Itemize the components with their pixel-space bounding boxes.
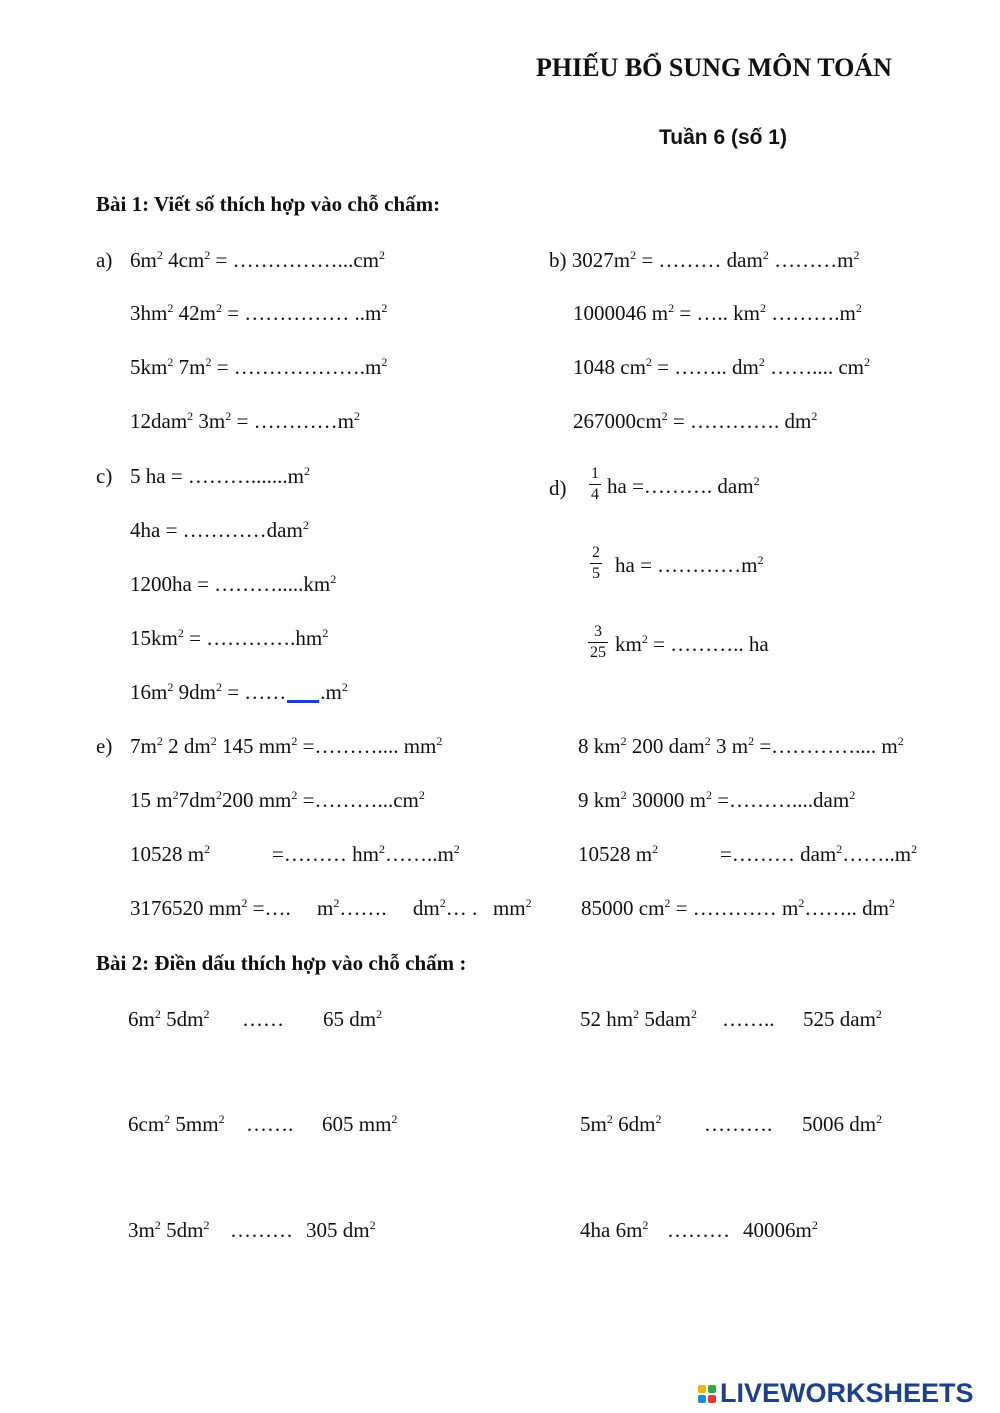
compare-row-4-left: $5m^2$ $6dm^2$	[580, 1112, 662, 1136]
compare-row-6-left: 4ha $6m^2$	[580, 1218, 649, 1242]
part-b-line-3: 1048 $cm^2$ = …….. $dm^2$ …….... $cm^2$	[573, 355, 870, 379]
worksheet-title: PHIẾU BỔ SUNG MÔN TOÁN	[536, 53, 892, 82]
compare-row-1-left: $6m^2$ $5dm^2$	[128, 1007, 210, 1031]
part-e-right-3a: 10528 $m^2$	[578, 842, 659, 866]
part-d-line-3: $km^2$ = ……….. ha	[615, 632, 769, 656]
part-a-line-4: 12dam$^2$ $3m^2$ = $\dots\dots\dots\dots m^2$	[130, 409, 360, 433]
exercise-1-heading: Bài 1: Viết số thích hợp vào chỗ chấm:	[96, 192, 441, 216]
part-c-label: c)	[96, 464, 113, 488]
compare-row-1-blank: ……	[242, 1007, 284, 1031]
part-e-right-2: 9 $km^2$ 30000 $m^2$ =………....dam$^2$	[578, 788, 856, 812]
compare-row-3-left: $6cm^2$ $5mm^2$	[128, 1112, 225, 1136]
compare-row-5-right: 305 $dm^2$	[306, 1218, 376, 1242]
part-e-left-1: $7m^2$ 2 $dm^2$ 145 $mm^2$ =……….... $mm^2$	[130, 734, 443, 758]
liveworksheets-logo	[698, 1378, 974, 1409]
compare-row-5-left: $3m^2$ $5dm^2$	[128, 1218, 210, 1242]
compare-row-2-left: 52 $hm^2$ 5dam$^2$	[580, 1007, 697, 1031]
part-d-line-2: ha = $\dots\dots\dots\dots m^2$	[615, 553, 764, 577]
part-c-line-5: $16m^2$ $9dm^2$ = …… $.m^2$	[130, 680, 348, 704]
compare-row-3-blank: …….	[246, 1112, 294, 1136]
part-e-left-3a: 10528 $m^2$	[130, 842, 211, 866]
compare-row-2-blank: ……..	[722, 1007, 775, 1031]
compare-row-6-right: $40006m^2$	[743, 1218, 818, 1242]
part-c-line-2: 4ha = …………dam$^2$	[130, 518, 309, 542]
part-a-line-2: $3hm^2$ $42m^2$ = …………… $..m^2$	[130, 301, 388, 325]
compare-row-4-blank: ……….	[704, 1112, 773, 1136]
part-b-line-4: $267000cm^2$ = …………. $dm^2$	[573, 409, 818, 433]
exercise-2-heading: Bài 2: Điền dấu thích hợp vào chỗ chấm :	[96, 951, 467, 975]
part-e-right-1: 8 $km^2$ 200 dam$^2$ 3 $m^2$ =………….... $m^2$	[578, 734, 904, 758]
part-c-line-3: $1200ha = \dots\dots\dots.....km^2$	[130, 572, 337, 596]
compare-row-2-right: 525 dam$^2$	[803, 1007, 882, 1031]
part-c-line-4: $15km^2$ = $\dots\dots\dots\dots.hm^2$	[130, 626, 329, 650]
fraction-three-25ths: 3 25	[590, 623, 606, 661]
part-e-right-4: 85000 $cm^2$ = ………… $m^2\dots\dots$.. $dm^2$	[581, 896, 895, 920]
part-e-left-3b: =……… $hm^2\dots\dots..m^2$	[272, 842, 460, 866]
part-c-line-1: 5 ha = $\dots\dots\dots.......m^2$	[130, 464, 310, 488]
liveworksheets-brand: LIVEWORKSHEETS	[720, 1378, 974, 1408]
part-e-label: e)	[96, 734, 113, 758]
worksheet-subtitle: Tuần 6 (số 1)	[659, 126, 787, 149]
part-b-line-2: 1000046 $m^2$ = ….. $km^2$ $\dots\dots\dots.m^2$	[573, 301, 862, 325]
part-b-line-1: b) $3027m^2$ = ……… dam$^2$ $\dots\dots\dots m^2$	[549, 248, 860, 272]
compare-row-5-blank: ………	[230, 1218, 293, 1242]
part-a-line-1: $6m^2$ $4cm^2$ = $\dots\dots\dots\dots\dots...cm^2$	[130, 248, 385, 272]
fraction-two-fifths: 2 5	[592, 544, 600, 582]
compare-row-6-blank: ………	[667, 1218, 730, 1242]
liveworksheets-logo-icon	[698, 1385, 716, 1403]
part-e-left-2: 15 $m^27dm^2200$ $mm^2$ $=\dots\dots\dots...cm^2$	[130, 788, 425, 812]
compare-row-1-right: 65 $dm^2$	[323, 1007, 383, 1031]
answer-underline	[287, 700, 319, 703]
part-e-right-3b: =……… $dam^2\dots\dots..m^2$	[720, 842, 918, 866]
part-e-left-4: 3176520 $mm^2$ =…. $m^2\dots\dots$. $dm^2\dots$ . $mm^2$	[130, 896, 532, 920]
part-a-label: a)	[96, 248, 113, 272]
compare-row-4-right: 5006 $dm^2$	[802, 1112, 883, 1136]
compare-row-3-right: 605 $mm^2$	[322, 1112, 398, 1136]
fraction-one-quarter: 1 4	[591, 465, 599, 503]
part-d-label: d)	[549, 476, 567, 500]
part-a-line-3: $5km^2$ $7m^2$ = $\dots\dots\dots\dots\dots\dots.m^2$	[130, 355, 388, 379]
part-d-line-1: ha =………. dam$^2$	[607, 474, 760, 498]
